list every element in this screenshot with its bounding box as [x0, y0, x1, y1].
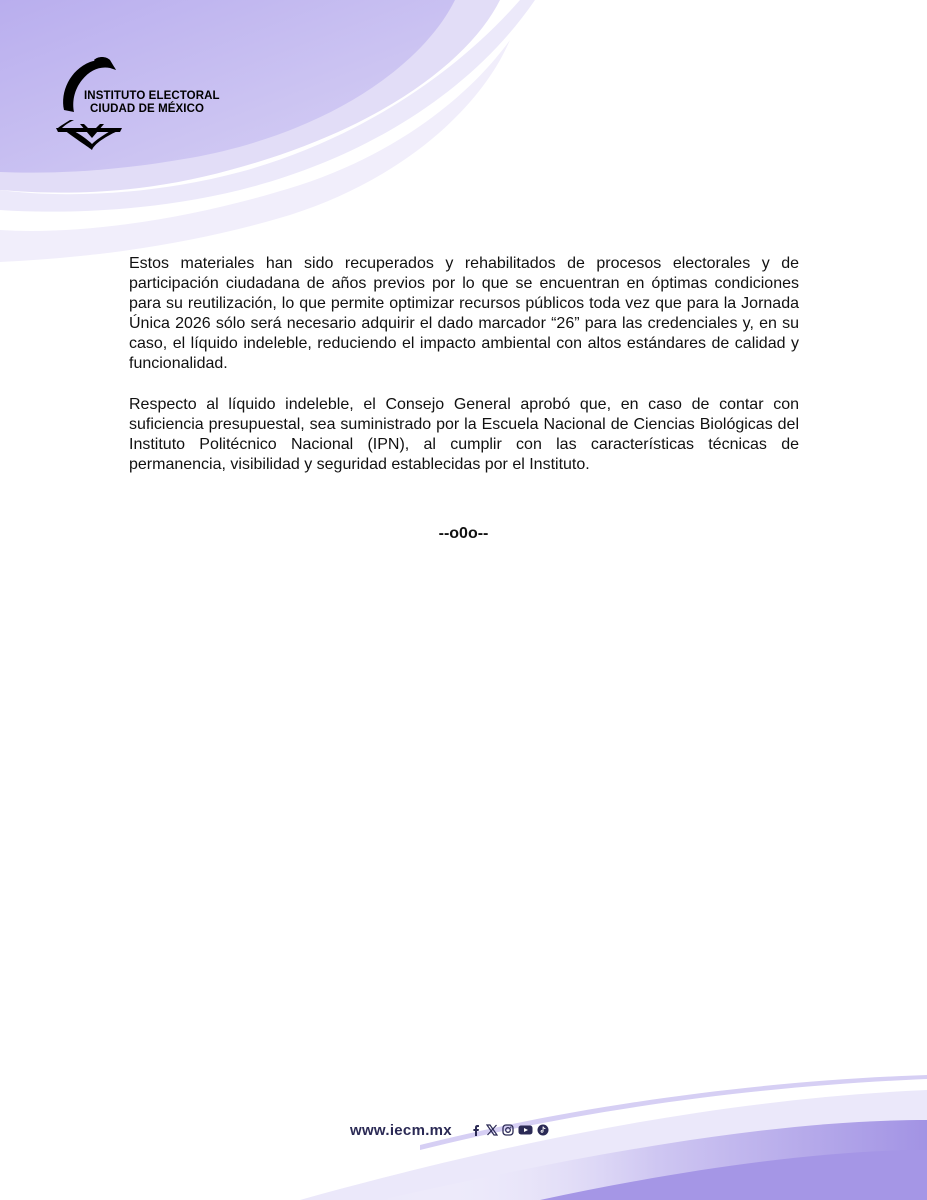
logo-wordmark: [84, 90, 220, 116]
social-icons: [470, 1124, 549, 1136]
paragraph-2: Respecto al líquido indeleble, el Consejo General aprobó que, en caso de contar con suficiencia presupuestal, sea suministrado por la Escuela Nacional de Ciencias Biológicas del Instituto Politécnico Nacional (IPN), al cumplir con las características técnicas de permanencia, visibilidad y seguridad establecidas por el Instituto.: [129, 396, 799, 473]
logo-line-1: INSTITUTO ELECTORAL: [84, 90, 220, 102]
paragraph-1: Estos materiales han sido recuperados y rehabilitados de procesos electorales y de participación ciudadana de años previos por lo que se encuentran en óptimas condiciones para su reutilización, lo que permite optimizar recursos públicos toda vez que para la Jornada Única 2026 sólo será necesario adquirir el dado marcador “26” para las credenciales y, en su caso, el líquido indeleble, reduciendo el impacto ambiental con altos estándares de calidad y funcionalidad.: [129, 255, 799, 372]
tiktok-icon[interactable]: [537, 1124, 549, 1136]
logo-line-2: CIUDAD DE MÉXICO: [90, 103, 205, 115]
website-link[interactable]: www.iecm.mx: [350, 1121, 452, 1139]
footer: [350, 1119, 549, 1141]
iecm-logo: [50, 52, 240, 152]
instagram-icon[interactable]: [502, 1124, 514, 1136]
closing-mark: --o0o--: [438, 525, 489, 542]
facebook-icon[interactable]: [470, 1124, 482, 1136]
x-icon[interactable]: [486, 1124, 498, 1136]
youtube-icon[interactable]: [518, 1124, 533, 1136]
document-body: [129, 254, 799, 496]
